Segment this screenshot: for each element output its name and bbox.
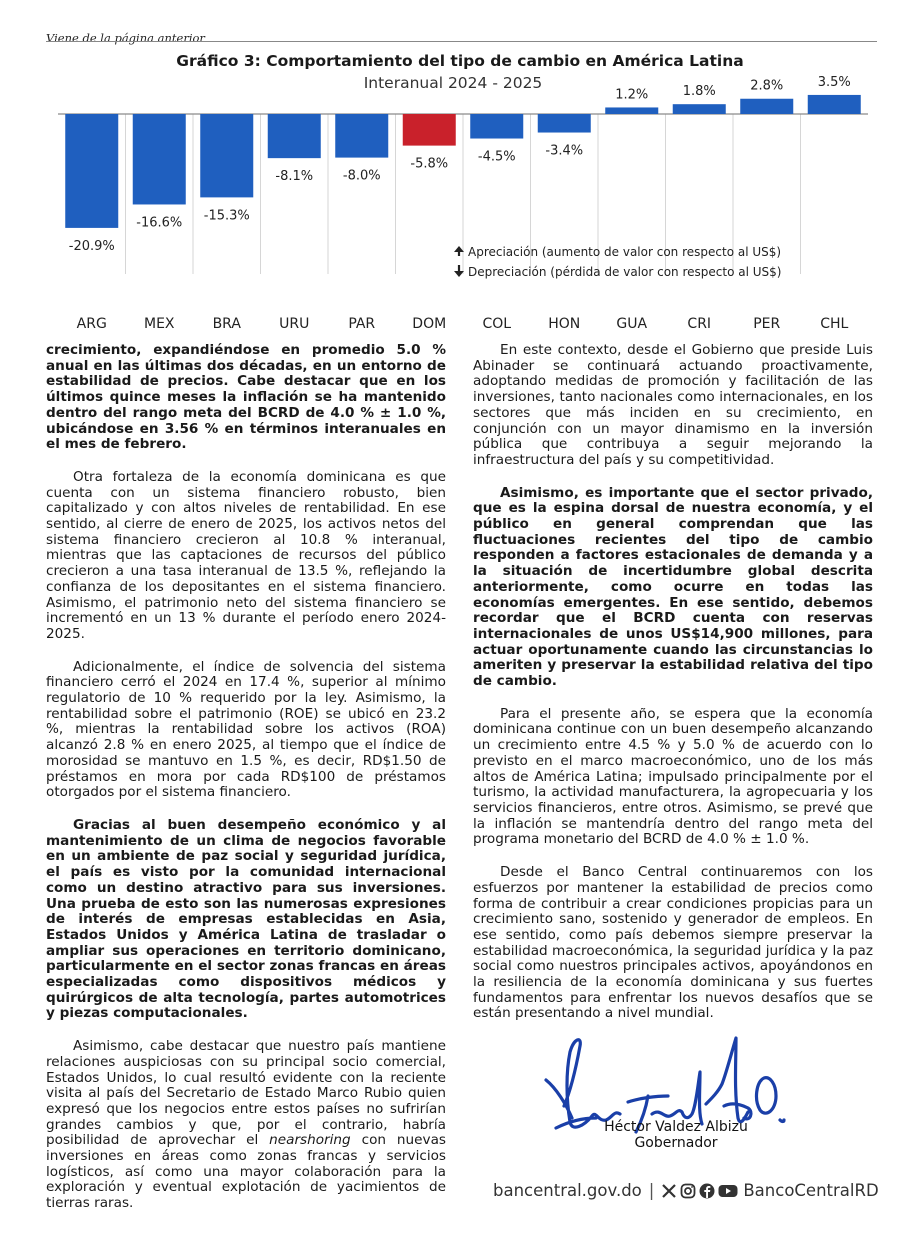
bar-chl [808,95,861,114]
social-handle: BancoCentralRD [743,1181,879,1200]
left-text-column [46,343,446,1229]
category-label-dom: DOM [412,316,447,332]
signatory-name: Héctor Valdez Albizu [604,1119,748,1135]
category-label-cri: CRI [687,316,712,332]
value-label-per: 2.8% [750,78,784,94]
bar-hon [538,114,591,133]
category-label-gua: GUA [616,316,648,332]
instagram-icon[interactable] [680,1183,696,1199]
paragraph-text: con nuevas inversiones en áreas como zonas francas y servicios logísticos, así como una mayor colaboración para la exploración y eventual explotación de yacimientos de tierras raras. [46,1132,446,1212]
category-label-mex: MEX [143,316,175,332]
value-label-hon: -3.4% [545,143,584,159]
left-paragraph-5 [46,1039,446,1212]
left-paragraph-4: Gracias al buen desempeño económico y al mantenimiento de un clima de negocios favorable en un ambiente de paz social y seguridad jurídica, el país es visto por la comunidad internacional como un destino atractivo para sus inversiones. Una prueba de esto son las numerosas expresiones de interés de empresas establecidas en Asia, Estados Unidos y América Latina de trasladar o ampliar sus operaciones en territorio dominicano, particularmente en el sector zonas francas en áreas especializadas como dispositivos médicos y quirúrgicos de alta tecnología, partes automotrices y piezas computacionales. [46,816,446,1022]
signatory-role: Gobernador [634,1135,718,1151]
facebook-icon[interactable] [699,1183,715,1199]
bar-gua [605,107,658,114]
left-paragraph-3: Adicionalmente, el índice de solvencia del sistema financiero cerró el 2024 en 17.4 %, superior al mínimo regulatorio de 10 % requerido por la ley. Asimismo, la rentabilidad sobre el patrimonio (ROE) se ubicó en 23.2 %, mientras la rentabilidad sobre los activos (ROA) alcanzó 2.8 % en enero 2025, al tiempo que el índice de morosidad se mantuvo en 1.5 %, es decir, RD$1.50 de préstamos en mora por cada RD$100 de préstamos otorgados por el sistema financiero. [46,658,446,801]
category-label-arg: ARG [76,316,107,332]
category-label-col: COL [482,316,512,332]
value-label-cri: 1.8% [682,84,716,100]
category-label-per: PER [753,316,781,332]
value-label-gua: 1.2% [615,87,649,103]
bar-mex [133,114,186,204]
chart-title: Gráfico 3: Comportamiento del tipo de cambio en América Latina [176,52,744,70]
x-icon[interactable] [661,1183,677,1199]
bar-uru [268,114,321,158]
value-label-mex: -16.6% [136,215,183,231]
website-link[interactable]: bancentral.gov.do [493,1181,642,1200]
bar-par [335,114,388,158]
value-label-arg: -20.9% [68,238,115,254]
category-label-bra: BRA [212,316,241,332]
signatory-block [590,1119,762,1151]
value-label-bra: -15.3% [203,208,250,224]
bar-cri [673,104,726,114]
header-divider [46,41,877,42]
category-label-par: PAR [348,316,376,332]
youtube-icon[interactable] [718,1183,738,1199]
bar-arg [65,114,118,228]
footer [493,1181,879,1200]
category-label-chl: CHL [820,316,849,332]
value-label-par: -8.0% [342,168,381,184]
category-label-hon: HON [548,316,581,332]
value-label-uru: -8.1% [275,169,314,185]
value-label-chl: 3.5% [817,74,851,90]
right-paragraph-1: En este contexto, desde el Gobierno que preside Luis Abinader se continuará actuando proactivamente, adoptando medidas de promoción y facilitación de las inversiones, tanto nacionales como internacionales, en los sectores que más inciden en su crecimiento, en conjunción con un mayor dinamismo en la inversión pública que contribuya a seguir mejorando la infraestructura del país y su competitividad. [473,342,873,468]
category-label-uru: URU [279,316,310,332]
left-paragraph-2: Otra fortaleza de la economía dominicana es que cuenta con un sistema financiero robusto, bien capitalizado y con altos niveles de rentabilidad. En ese sentido, al cierre de enero de 2025, los activos netos del sistema financiero crecieron al 10.8 % interanual, mientras que las captaciones de recursos del público crecieron a una tasa interanual de 13.5 %, reflejando la confianza de los depositantes en el sistema financiero. Asimismo, el patrimonio neto del sistema financiero se incrementó en un 13 % durante el período enero 2024-2025. [46,468,446,642]
chart-subtitle: Interanual 2024 - 2025 [363,74,543,92]
right-paragraph-4: Desde el Banco Central continuaremos con los esfuerzos por mantener la estabilidad de precios como forma de contribuir a crear condiciones propicias para un crecimiento sano, sostenido y generador de empleos. En ese sentido, como país debemos siempre preservar la estabilidad macroeconómica, la seguridad jurídica y la paz social como nuestros principales activos, apoyándonos en la resiliencia de la economía dominicana y sus fuertes fundamentos para enfrentar los nuevos desafíos que se están presentando a nivel mundial. [473,864,873,1022]
legend-text: Depreciación (pérdida de valor con respecto al US$) [468,265,782,279]
italic-term: nearshoring [269,1132,351,1149]
right-text-column [473,343,873,1039]
legend-text: Apreciación (aumento de valor con respecto al US$) [468,245,782,259]
footer-separator: | [648,1181,655,1200]
bar-per [740,99,793,114]
bar-bra [200,114,253,197]
right-paragraph-3: Para el presente año, se espera que la economía dominicana continue con un buen desempeño alcanzando un crecimiento entre 4.5 % y 5.0 % de acuerdo con lo previsto en el marco macroeconómico, uno de los más altos de América Latina; impulsado principalmente por el turismo, la actividad manufacturera, la agropecuaria y los servicios financieros, entre otros. Asimismo, se prevé que la inflación se mantendría dentro del rango meta del programa monetario del BCRD de 4.0 % ± 1.0 %. [473,705,873,848]
value-label-dom: -5.8% [410,156,449,172]
chart-category-labels [77,316,849,332]
social-icons [661,1183,738,1199]
continued-note: Viene de la página anterior [46,31,205,45]
left-paragraph-1: crecimiento, expandiéndose en promedio 5.0 % anual en las últimas dos décadas, en un entorno de estabilidad de precios. Cabe destacar que en los últimos quince meses la inflación se ha mantenido dentro del rango meta del BCRD de 4.0 % ± 1.0 %, ubicándose en 3.56 % en términos interanuales en el mes de febrero. [46,342,446,453]
bar-dom [403,114,456,146]
right-paragraph-2: Asimismo, es importante que el sector privado, que es la espina dorsal de nuestra economía, y el público en general comprendan que las fluctuaciones recientes del tipo de cambio responden a factores estacionales de demanda y a la situación de incertidumbre global descrita anteriormente, como ocurre en todas las economías emergentes. En ese sentido, debemos recordar que el BCRD cuenta con reservas internacionales de unos US$14,900 millones, para actuar oportunamente cuando las circunstancias lo ameriten y preservar la estabilidad relativa del tipo de cambio. [473,484,873,690]
value-label-col: -4.5% [477,149,516,165]
bar-col [470,114,523,139]
paragraph-text: Asimismo, cabe destacar que nuestro país mantiene relaciones auspiciosas con su principal socio comercial, Estados Unidos, lo cual resultó evidente con la reciente visita al país del Secretario de Estado Marco Rubio quien expresó que los negocios entre estos países no sufrirían grandes cambios y que, por el contrario, habría posibilidad de aprovechar el [46,1038,446,1149]
exchange-rate-bar-chart [0,44,921,340]
chart-legend [454,245,781,279]
